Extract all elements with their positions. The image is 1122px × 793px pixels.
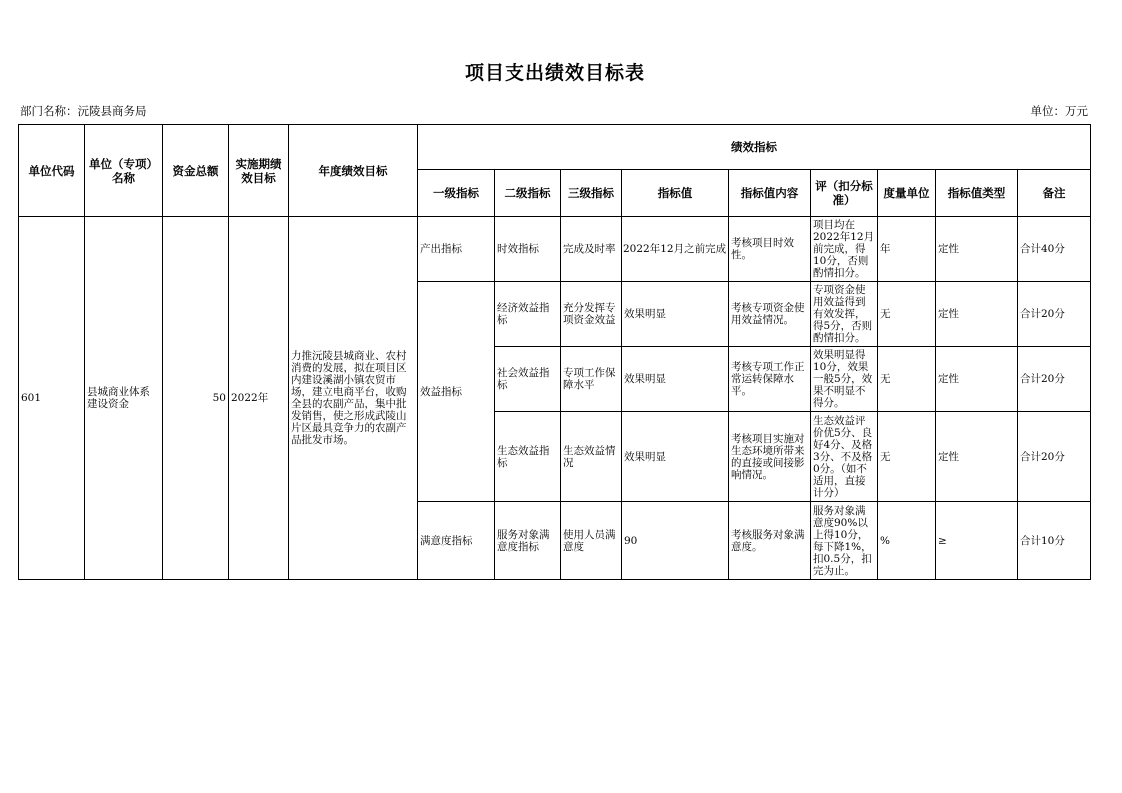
header-level3: 三级指标 xyxy=(561,170,622,217)
header-period-target: 实施期绩效目标 xyxy=(229,125,289,217)
level3-cell: 生态效益情况 xyxy=(561,412,622,502)
level3-cell: 充分发挥专项资金效益 xyxy=(561,282,622,347)
measure-unit-cell: 无 xyxy=(878,347,936,412)
indicator-value-cell: 效果明显 xyxy=(622,347,729,412)
indicator-content-cell: 考核项目时效性。 xyxy=(729,217,811,282)
indicator-value-cell: 效果明显 xyxy=(622,282,729,347)
header-indicator-content: 指标值内容 xyxy=(729,170,811,217)
performance-table xyxy=(18,124,1091,580)
department-name: 部门名称：沅陵县商务局 xyxy=(20,104,147,118)
value-type-cell: 定性 xyxy=(936,217,1018,282)
indicator-content-cell: 考核项目实施对生态环境所带来的直接或间接影响情况。 xyxy=(729,412,811,502)
header-performance: 绩效指标 xyxy=(418,125,1091,170)
indicator-value-cell: 90 xyxy=(622,502,729,580)
value-type-cell: 定性 xyxy=(936,347,1018,412)
value-type-cell: ≥ xyxy=(936,502,1018,580)
period-target-cell: 2022年 xyxy=(229,217,289,580)
remark-cell: 合计20分 xyxy=(1018,282,1091,347)
annual-target-cell: 力推沅陵县城商业、农村消费的发展，拟在项目区内建设溪湖小镇农贸市场，建立电商平台，收购全县的农副产品，集中批发销售，使之形成武陵山片区最具竞争力的农副产品批发市场。 xyxy=(289,217,418,580)
total-funds-cell: 50 xyxy=(163,217,229,580)
header-annual-target: 年度绩效目标 xyxy=(289,125,418,217)
header-unit-name: 单位（专项）名称 xyxy=(85,125,163,217)
header-value-type: 指标值类型 xyxy=(936,170,1018,217)
header-scoring: 评（扣分标准） xyxy=(811,170,878,217)
level2-cell: 时效指标 xyxy=(495,217,561,282)
level2-cell: 社会效益指标 xyxy=(495,347,561,412)
header-total-funds: 资金总额 xyxy=(163,125,229,217)
level3-cell: 专项工作保障水平 xyxy=(561,347,622,412)
header-indicator-value: 指标值 xyxy=(622,170,729,217)
level1-cell: 产出指标 xyxy=(418,217,495,282)
indicator-value-cell: 2022年12月之前完成 xyxy=(622,217,729,282)
scoring-cell: 效果明显得10分，效果一般5分，效果不明显不得分。 xyxy=(811,347,878,412)
unit-name-cell: 县城商业体系建设资金 xyxy=(85,217,163,580)
level2-cell: 服务对象满意度指标 xyxy=(495,502,561,580)
header-unit-code: 单位代码 xyxy=(19,125,85,217)
measure-unit-cell: 无 xyxy=(878,282,936,347)
indicator-content-cell: 考核专项资金使用效益情况。 xyxy=(729,282,811,347)
scoring-cell: 生态效益评价优5分、良好4分、及格3分、不及格0分。（如不适用，直接计分） xyxy=(811,412,878,502)
value-type-cell: 定性 xyxy=(936,412,1018,502)
value-type-cell: 定性 xyxy=(936,282,1018,347)
indicator-value-cell: 效果明显 xyxy=(622,412,729,502)
level1-cell: 满意度指标 xyxy=(418,502,495,580)
level2-cell: 经济效益指标 xyxy=(495,282,561,347)
header-level2: 二级指标 xyxy=(495,170,561,217)
level1-cell: 效益指标 xyxy=(418,282,495,502)
indicator-content-cell: 考核服务对象满意度。 xyxy=(729,502,811,580)
level3-cell: 完成及时率 xyxy=(561,217,622,282)
indicator-content-cell: 考核专项工作正常运转保障水平。 xyxy=(729,347,811,412)
unit-code-cell: 601 xyxy=(19,217,85,580)
scoring-cell: 服务对象满意度90%以上得10分，每下降1%，扣0.5分，扣完为止。 xyxy=(811,502,878,580)
remark-cell: 合计20分 xyxy=(1018,412,1091,502)
header-level1: 一级指标 xyxy=(418,170,495,217)
measure-unit-cell: % xyxy=(878,502,936,580)
page-title: 项目支出绩效目标表 xyxy=(464,62,645,84)
header-measure-unit: 度量单位 xyxy=(878,170,936,217)
remark-cell: 合计20分 xyxy=(1018,347,1091,412)
scoring-cell: 专项资金使用效益得到有效发挥，得5分，否则酌情扣分。 xyxy=(811,282,878,347)
level2-cell: 生态效益指标 xyxy=(495,412,561,502)
table-row xyxy=(19,217,1091,282)
header-remark: 备注 xyxy=(1018,170,1091,217)
level3-cell: 使用人员满意度 xyxy=(561,502,622,580)
scoring-cell: 项目均在2022年12月前完成，得10分，否则酌情扣分。 xyxy=(811,217,878,282)
remark-cell: 合计40分 xyxy=(1018,217,1091,282)
measure-unit-cell: 年 xyxy=(878,217,936,282)
remark-cell: 合计10分 xyxy=(1018,502,1091,580)
measure-unit-cell: 无 xyxy=(878,412,936,502)
unit-label: 单位：万元 xyxy=(1030,104,1088,118)
